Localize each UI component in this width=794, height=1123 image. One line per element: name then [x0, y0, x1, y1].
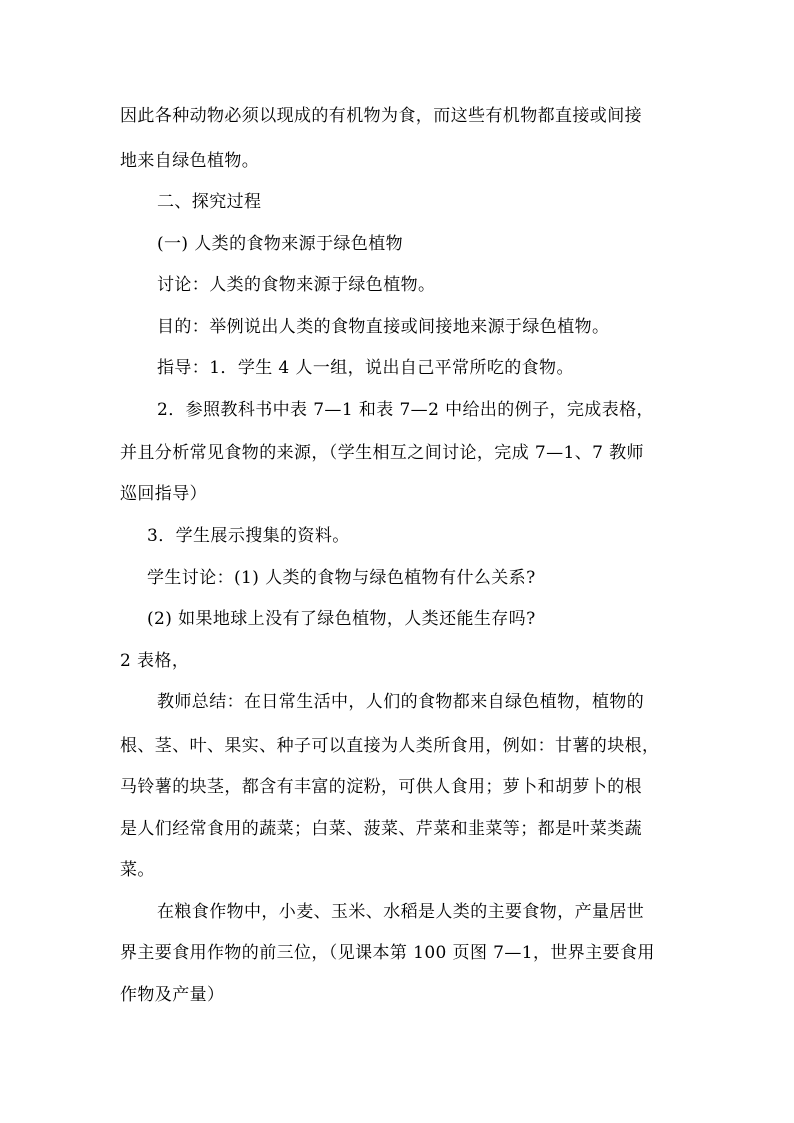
- paragraph-line: 马铃薯的块茎，都含有丰富的淀粉，可供人食用；萝卜和胡萝卜的根: [120, 777, 642, 797]
- section-heading: 二、探究过程: [157, 192, 262, 212]
- paragraph-line: 目的：举例说出人类的食物直接或间接地来源于绿色植物。: [157, 317, 610, 337]
- paragraph-line: 菜。: [120, 860, 155, 880]
- paragraph-line: 根、茎、叶、果实、种子可以直接为人类所食用，例如：甘薯的块根，: [120, 736, 660, 756]
- paragraph-line: 教师总结：在日常生活中，人们的食物都来自绿色植物，植物的: [157, 692, 645, 712]
- paragraph-line: 并且分析常见食物的来源，（学生相互之间讨论，完成 7—1、7 教师: [120, 443, 644, 463]
- paragraph-line: 作物及产量）: [120, 985, 225, 1005]
- paragraph-line: 指导：1．学生 4 人一组，说出自己平常所吃的食物。: [157, 358, 574, 378]
- paragraph-line: 巡回指导）: [120, 484, 207, 504]
- paragraph-line: 因此各种动物必须以现成的有机物为食，而这些有机物都直接或间接: [120, 106, 642, 126]
- paragraph-line: (2) 如果地球上没有了绿色植物，人类还能生存吗?: [147, 609, 536, 629]
- subsection-heading: (一) 人类的食物来源于绿色植物: [157, 234, 404, 254]
- paragraph-line: 是人们经常食用的蔬菜；白菜、菠菜、芹菜和韭菜等；都是叶菜类蔬: [120, 819, 642, 839]
- paragraph-line: 2 表格，: [120, 651, 190, 671]
- paragraph-line: 学生讨论：(1) 人类的食物与绿色植物有什么关系?: [147, 568, 536, 588]
- paragraph-line: 讨论：人类的食物来源于绿色植物。: [157, 275, 436, 295]
- paragraph-line: 在粮食作物中，小麦、玉米、水稻是人类的主要食物，产量居世: [157, 902, 645, 922]
- paragraph-line: 3．学生展示搜集的资料。: [147, 526, 350, 546]
- paragraph-line: 2．参照教科书中表 7—1 和表 7—2 中给出的例子，完成表格，: [157, 400, 654, 420]
- paragraph-line: 地来自绿色植物。: [120, 151, 260, 171]
- paragraph-line: 界主要食用作物的前三位，（见课本第 100 页图 7—1，世界主要食用: [120, 943, 655, 963]
